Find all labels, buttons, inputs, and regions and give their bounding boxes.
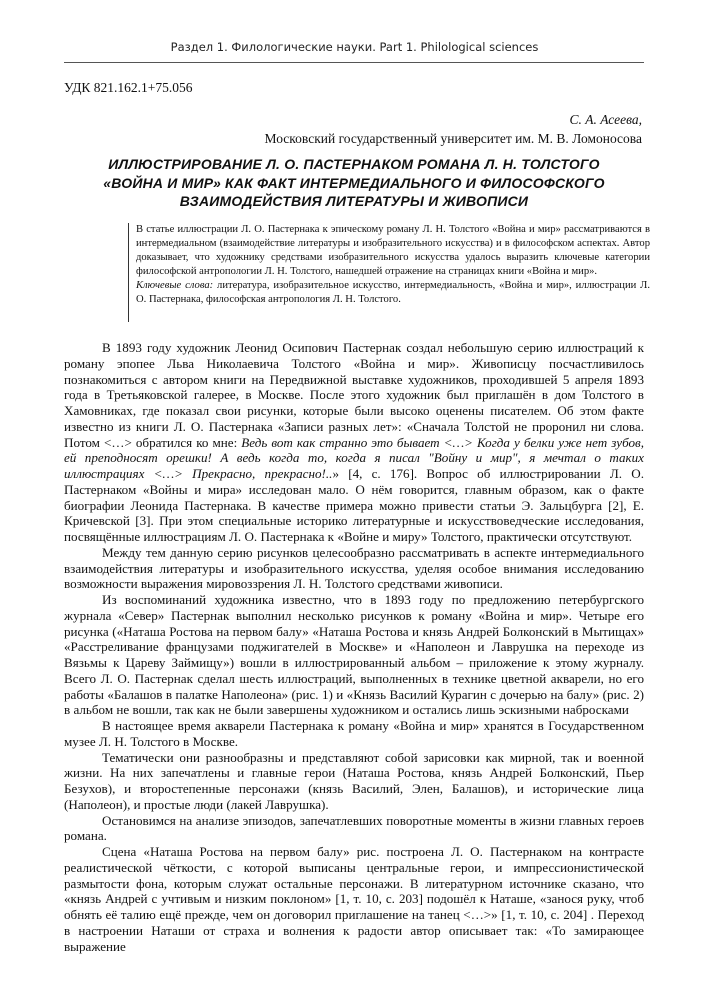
abstract-text: В статье иллюстрации Л. О. Пастернака к эпическому роману Л. Н. Толстого «Война и мир» рассматриваются в интермедиальном (взаимодействие литературы и изобразительного искусства) и в философском аспектах. Автор доказывает, что художнику средствами изобразительного искусства удалось выразить ключевые категории философской антропологии Л. Н. Толстого, нашедшей отражение на страницах книги «Война и мир». [136,224,650,278]
body-paragraph: Тематически они разнообразны и представляют собой зарисовки как мирной, так и военной жизни. На них запечатлены и главные герои (Наташа Ростова, князь Андрей Болконский, Пьер Безухов), и второстепенные персонажи (князь Василий, Элен, Балашов), и исторические лица (Наполеон), и простые люди (лакей Лаврушка). [64,749,644,812]
tolstoy-quote: Ведь вот как странно это бывает <…> Когда у белки уже нет зубов, ей преподносят орешки! А ведь когда то, когда я писал "Войну и мир", я мечтал о таких иллюстрациях <…> Прекрасно, прекрасно!.. [64,434,644,481]
keywords-list: литература, изобразительное искусство, интермедиальность, «Война и мир», иллюстрации Л. О. Пастернака, философская антропология Л. Н. Толстого. [136,280,650,306]
body-paragraph [64,340,644,545]
paragraph-text: В 1893 году художник Леонид Осипович Пастернак создал небольшую серию иллюстраций к роману эпопее Льва Николаевича Толстого «Война и мир». Живописцу посчастливилось познакомиться с автором книги на Передвижной выставке художников, проходившей 5 апреля 1893 года в Третьяковской галерее, в Москве. После этого художник был приглашён в дом Толстого в Хамовниках, где показал свои рисунки, которые были высоко оценены писателем. Об этом факте известно из книги Л. О. Пастернака «Записи разных лет»: «Сначала Толстой не проронил ни слова. Потом <…> обратился ко мне: [64,340,644,450]
body-paragraph: Сцена «Наташа Ростова на первом балу» рис. построена Л. О. Пастернаком на контрасте реалистической чёткости, с которой выписаны центральные герои, и импрессионистической размытости фона, которым служат остальные персонажи. В литературном источнике сказано, что «князь Андрей с учтивым и низким поклоном» [1, т. 10, с. 203] подошёл к Наташе, «занося руку, чтоб обнять её талию ещё прежде, чем он договорил приглашение на танец <…>» [1, т. 10, с. 204] . Переход в настроении Наташи от страха и волнения к радости автор описывает так: «То замирающее выражение [64,844,644,954]
running-header: Раздел 1. Филологические науки. Part 1. Philological sciences [170,40,539,54]
author-affiliation: Московский государственный университет им. М. В. Ломоносова [264,131,642,146]
article-body [64,340,644,954]
article-title [64,155,644,211]
title-line-3: ВЗАИМОДЕЙСТВИЯ ЛИТЕРАТУРЫ И ЖИВОПИСИ [179,193,529,209]
body-paragraph: Между тем данную серию рисунков целесообразно рассматривать в аспекте интермедиального взаимодействия литературы и изобразительного искусства, уделяя особое внимания исследованию возможности выражения мировоззрения Л. Н. Толстого средствами живописи. [64,544,644,592]
keywords-label: Ключевые слова: [136,280,214,292]
header-rule [64,62,644,63]
body-paragraph: В настоящее время акварели Пастернака к роману «Война и мир» хранятся в Государственном музее Л. Н. Толстого в Москве. [64,718,644,749]
title-line-2: «ВОЙНА И МИР» КАК ФАКТ ИНТЕРМЕДИАЛЬНОГО И ФИЛОСОФСКОГО [103,174,605,191]
abstract [128,223,650,322]
title-line-1: ИЛЛЮСТРИРОВАНИЕ Л. О. ПАСТЕРНАКОМ РОМАНА Л. Н. ТОЛСТОГО [108,156,600,172]
udc-code: УДК 821.162.1+75.056 [64,80,193,95]
body-paragraph: Остановимся на анализе эпизодов, запечатлевших поворотные моменты в жизни главных героев романа. [64,812,644,844]
paragraph-text: » [4, с. 176]. Вопрос об иллюстрировании Л. О. Пастернаком «Войны и мира» исследован мало. О нём говорится, главным образом, как о факте биографии Леонида Пастернака. В качестве примера можно привести статьи Э. Зальцбурга [2], Е. Кричевской [3]. При этом специальные историко литературные и искусствоведческие исследования, посвящённые иллюстрациям Л. О. Пастернака к «Войне и миру» Толстого, практически отсутствуют. [64,466,645,544]
author-name: С. А. Асеева, [569,112,642,127]
body-paragraph: Из воспоминаний художника известно, что в 1893 году по предложению петербургского журнала «Север» Пастернак выполнил несколько рисунков к роману «Война и мир». Четыре его рисунка («Наташа Ростова на первом балу» «Наташа Ростова и князь Андрей Болконский в Мытищах» «Расстреливание французами поджигателей в Москве» и «Наполеон и Лаврушка на переходе из Вязьмы к Цареву Займищу») вошли в иллюстрированный альбом – приложение к этому журналу. Всего Л. О. Пастернак сделал шесть иллюстраций, выполненных в технике цветной акварели, но его работы «Балашов в палатке Наполеона» (рис. 1) и «Князь Василий Курагин с дочерью на балу» (рис. 2) в альбом не вошли, так как не были завершены художником и остались лишь эскизными набросками [64,592,644,718]
